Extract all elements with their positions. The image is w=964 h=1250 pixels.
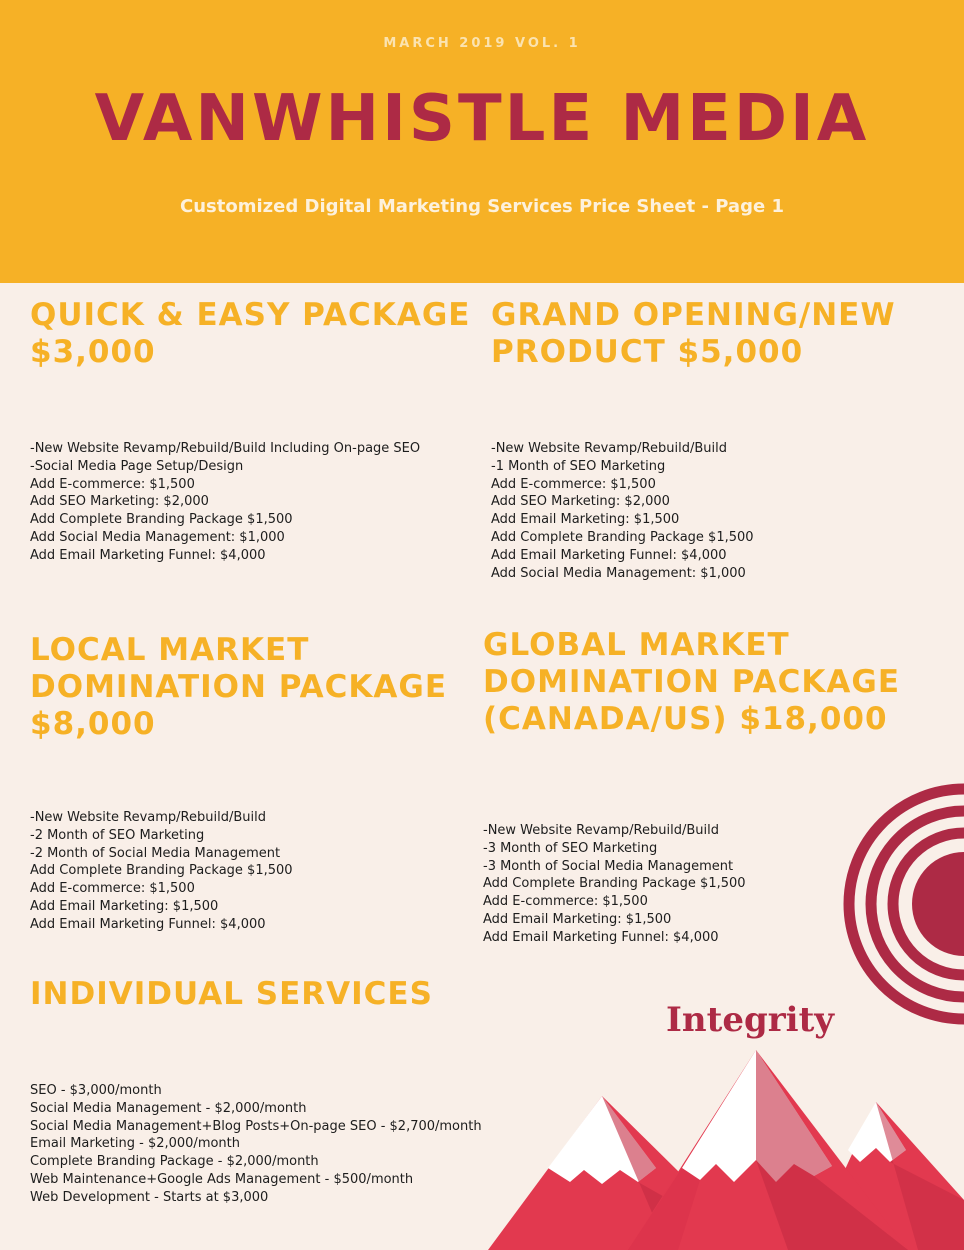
list-item: -3 Month of SEO Marketing [483,840,658,856]
package-list-grand [491,440,754,582]
snowy-mountains-icon [488,1050,964,1250]
list-item: Add Email Marketing: $1,500 [30,898,219,914]
package-list-global [483,822,746,947]
list-item: Email Marketing - $2,000/month [30,1136,241,1152]
list-item: -New Website Revamp/Rebuild/Build Including On-page SEO [30,441,421,456]
list-item: SEO - $3,000/month [30,1083,162,1098]
list-item: Add Social Media Management: $1,000 [30,529,285,545]
brand-title: VANWHISTLE MEDIA [94,82,870,156]
list-item: Add Email Marketing Funnel: $4,000 [483,929,719,945]
package-list-local [30,809,293,934]
package-title-local: LOCAL MARKET DOMINATION PACKAGE $8,000 [30,632,448,742]
list-item: Add Complete Branding Package $1,500 [491,529,754,545]
list-item: Complete Branding Package - $2,000/month [30,1154,319,1170]
list-item: -New Website Revamp/Rebuild/Build [30,810,266,825]
list-item: Add E-commerce: $1,500 [491,476,656,492]
header-banner [0,0,964,283]
list-item: Add Complete Branding Package $1,500 [483,876,746,892]
list-item: -New Website Revamp/Rebuild/Build [483,823,719,838]
list-item: -1 Month of SEO Marketing [491,458,666,474]
list-item: Add Email Marketing Funnel: $4,000 [30,916,266,932]
list-item: Add Email Marketing: $1,500 [491,512,680,528]
list-item: -3 Month of Social Media Management [483,858,734,874]
list-item: -New Website Revamp/Rebuild/Build [491,441,727,456]
concentric-target-icon [786,783,964,1025]
package-list-quick [30,440,420,565]
individual-services-title: INDIVIDUAL SERVICES [30,976,433,1012]
list-item: Add SEO Marketing: $2,000 [491,494,670,510]
individual-services-list [30,1082,482,1207]
list-item: Social Media Management - $2,000/month [30,1100,307,1116]
list-item: Add SEO Marketing: $2,000 [30,494,209,510]
list-item: Social Media Management+Blog Posts+On-page SEO - $2,700/month [30,1118,482,1134]
list-item: Add Complete Branding Package $1,500 [30,512,293,528]
integrity-word: Integrity [666,1000,835,1040]
list-item: Add Email Marketing: $1,500 [483,911,672,927]
list-item: Add Social Media Management: $1,000 [491,565,746,581]
package-title-grand: GRAND OPENING/NEW PRODUCT $5,000 [491,297,896,370]
list-item: -2 Month of Social Media Management [30,845,281,861]
list-item: Add E-commerce: $1,500 [30,476,195,492]
list-item: Add E-commerce: $1,500 [483,894,648,910]
issue-label: MARCH 2019 VOL. 1 [383,36,581,51]
subtitle: Customized Digital Marketing Services Price Sheet - Page 1 [180,196,784,217]
list-item: Add Email Marketing Funnel: $4,000 [30,547,266,563]
list-item: Add E-commerce: $1,500 [30,881,195,897]
list-item: Web Development - Starts at $3,000 [30,1189,269,1205]
package-title-global: GLOBAL MARKET DOMINATION PACKAGE (CANADA/US) $18,000 [483,627,901,737]
package-title-quick: QUICK & EASY PACKAGE $3,000 [30,297,471,370]
list-item: Add Email Marketing Funnel: $4,000 [491,547,727,563]
list-item: -Social Media Page Setup/Design [30,458,244,474]
list-item: -2 Month of SEO Marketing [30,827,205,843]
list-item: Web Maintenance+Google Ads Management - $500/month [30,1171,414,1187]
list-item: Add Complete Branding Package $1,500 [30,863,293,879]
